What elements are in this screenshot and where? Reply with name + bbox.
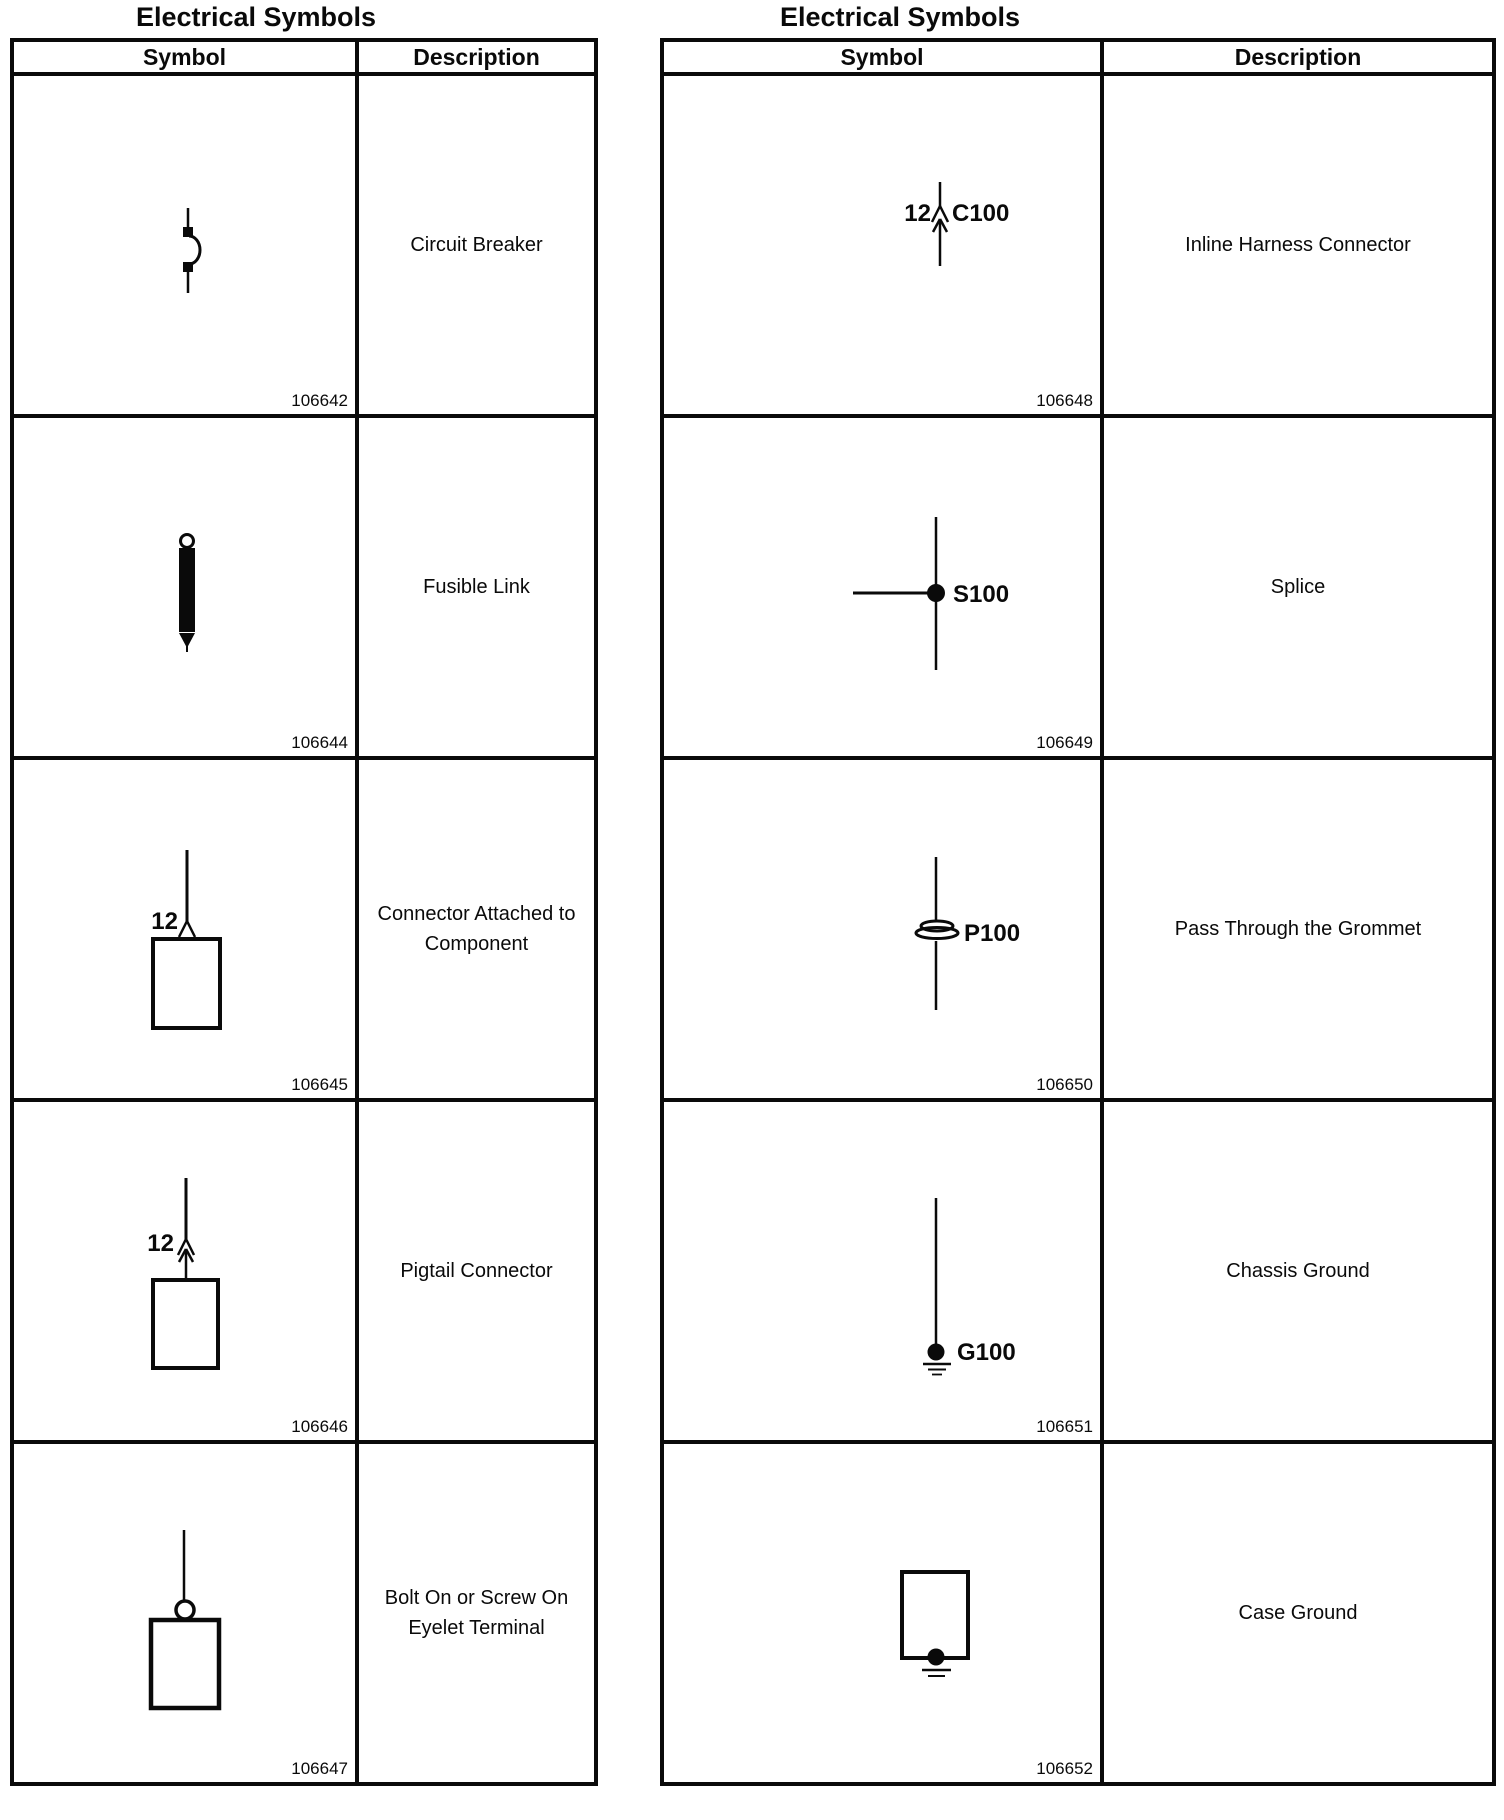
symbol-cell [14, 418, 359, 756]
pass-through-grommet-icon [664, 760, 1100, 1098]
electrical-symbols-table-left [10, 38, 598, 1786]
table-row [664, 1102, 1492, 1444]
wire-gauge-label: 12 [904, 200, 931, 227]
connector-attached-to-component-icon [14, 760, 355, 1098]
table-header [664, 42, 1492, 76]
table-row [664, 418, 1492, 760]
description-cell: Bolt On or Screw On Eyelet Terminal [384, 1587, 569, 1639]
symbol-cell [664, 760, 1104, 1098]
description-cell: Pass Through the Grommet [1174, 918, 1422, 940]
figure-number: 106644 [291, 733, 348, 752]
page-title-right: Electrical Symbols [779, 2, 1021, 32]
description-cell: Circuit Breaker [410, 234, 543, 256]
symbol-column-header: Symbol [664, 42, 1104, 72]
electrical-symbols-table-right [660, 38, 1496, 1786]
figure-number: 106647 [291, 1759, 348, 1778]
table-row [664, 760, 1492, 1102]
table-row [664, 76, 1492, 418]
splice-icon [664, 418, 1100, 756]
table-row [14, 760, 594, 1102]
figure-number: 106646 [291, 1417, 348, 1436]
description-cell: Chassis Ground [1226, 1260, 1370, 1282]
symbol-cell [14, 760, 359, 1098]
symbol-column-header: Symbol [14, 42, 359, 72]
case-ground-icon [664, 1444, 1100, 1782]
grommet-id-label: P100 [964, 920, 1021, 947]
chassis-ground-icon [664, 1102, 1100, 1440]
figure-number: 106642 [291, 391, 348, 410]
table-row [664, 1444, 1492, 1782]
description-cell: Fusible Link [423, 576, 530, 598]
circuit-breaker-icon [14, 76, 355, 414]
bolt-on-eyelet-terminal-icon [14, 1444, 355, 1782]
symbol-cell [664, 1444, 1104, 1782]
fusible-link-icon [14, 418, 355, 756]
symbol-cell [664, 1102, 1104, 1440]
symbol-cell [14, 1444, 359, 1782]
symbol-cell [14, 1102, 359, 1440]
inline-harness-connector-icon [664, 76, 1100, 414]
description-cell: Connector Attached to Component [377, 903, 576, 955]
table-row [14, 418, 594, 760]
description-column-header: Description [1234, 43, 1362, 70]
table-row [14, 76, 594, 418]
description-cell: Pigtail Connector [400, 1260, 553, 1282]
description-column-header: Description [413, 43, 540, 70]
page-title-left: Electrical Symbols [135, 2, 377, 32]
figure-number: 106652 [1036, 1759, 1093, 1778]
symbol-cell [664, 76, 1104, 414]
table-header [14, 42, 594, 76]
ground-id-label: G100 [957, 1339, 1016, 1366]
table-row [14, 1444, 594, 1782]
figure-number: 106649 [1036, 733, 1093, 752]
figure-number: 106651 [1036, 1417, 1093, 1436]
figure-number: 106645 [291, 1075, 348, 1094]
figure-number: 106648 [1036, 391, 1093, 410]
table-row [14, 1102, 594, 1444]
figure-number: 106650 [1036, 1075, 1093, 1094]
wire-gauge-label: 12 [147, 1230, 174, 1257]
splice-id-label: S100 [953, 581, 1010, 608]
symbol-cell [664, 418, 1104, 756]
description-cell: Inline Harness Connector [1185, 234, 1411, 256]
connector-id-label: C100 [952, 200, 1010, 227]
description-cell: Splice [1270, 576, 1326, 598]
description-cell: Case Ground [1238, 1602, 1358, 1624]
symbol-cell [14, 76, 359, 414]
wire-gauge-label: 12 [151, 908, 178, 935]
pigtail-connector-icon [14, 1102, 355, 1440]
